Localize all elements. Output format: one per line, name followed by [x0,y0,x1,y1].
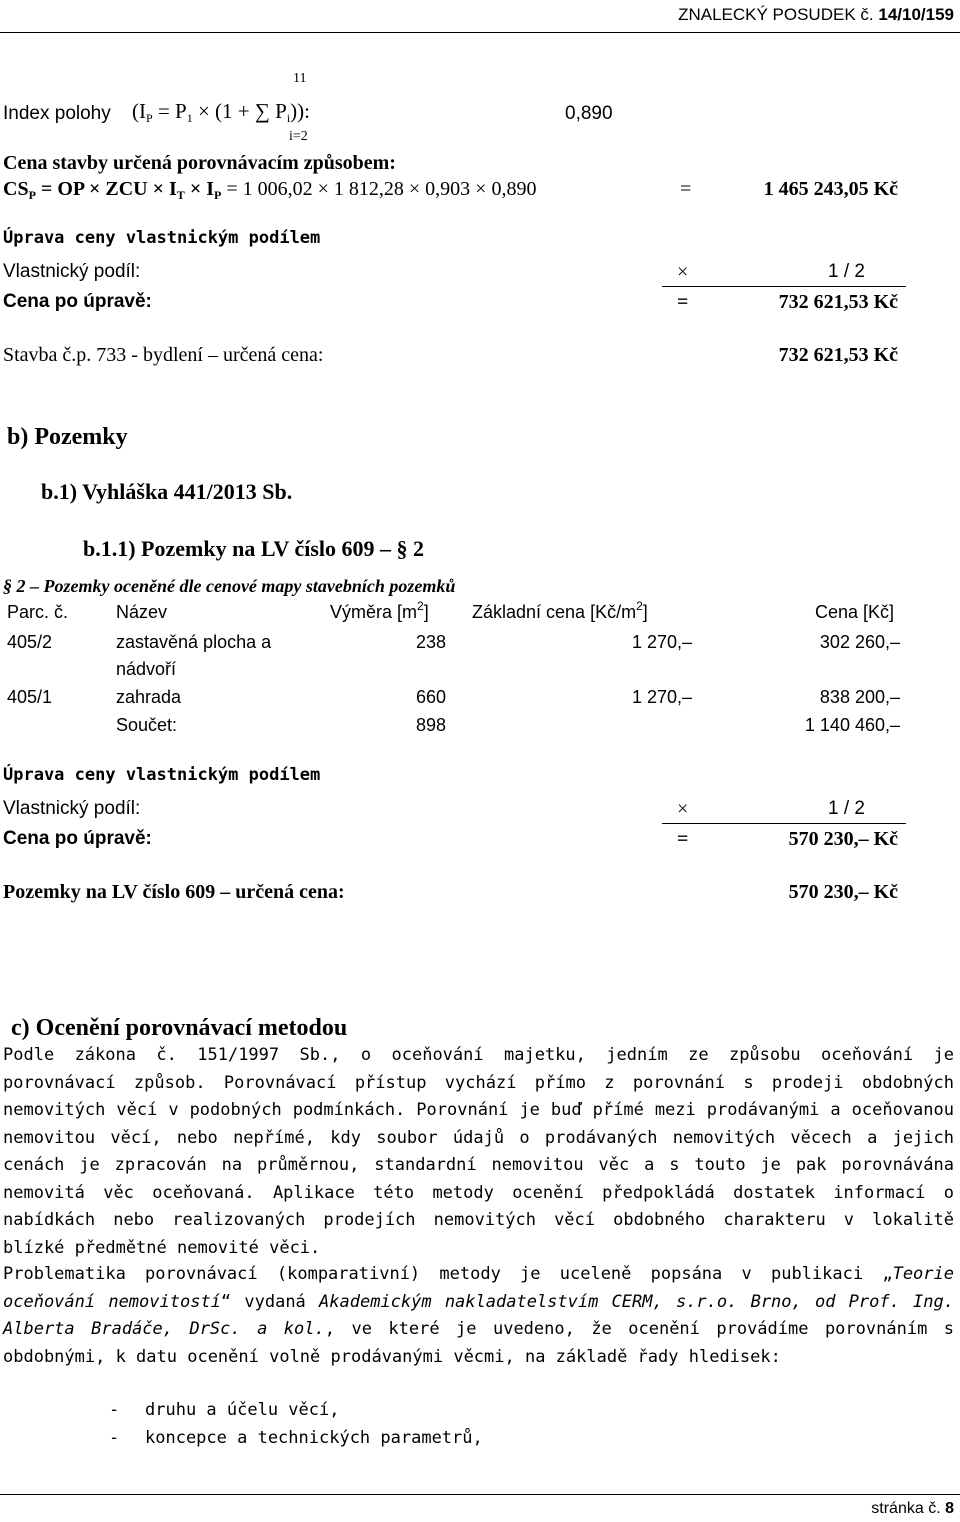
th-cena: Cena [Kč] [814,602,894,622]
list-item-1-dash: - [109,1400,120,1420]
table-row-1-vymera: 238 [416,632,447,652]
cena-stavby-formula: $CS_P$ = OP × ZCU × $I_T \times I_P = 1$ 006,02 × 1 812,28 × 0,903 × 0,890 [3,178,537,202]
cena-stavby-heading: Cena stavby určená porovnávacím způsobem: [3,152,396,174]
header-doc-number: 14/10/159 [878,5,954,24]
footer-label: stránka č. [871,1500,941,1517]
sum-upper-limit: 11 [293,71,307,86]
th-nazev: Název [116,602,168,622]
table-total-vymera: 898 [416,715,447,735]
uprava1-cena-op: = [677,291,689,313]
uprava1-cena-label: Cena po úpravě: [3,291,152,312]
uprava2-podil-value: 1 / 2 [828,798,865,819]
index-polohy-formula: (IP = P1 × (1 + ∑ Pi)): [132,99,310,125]
uprava1-podil-op: × [677,261,689,283]
list-item-2: koncepce a technických parametrů, [145,1428,483,1448]
table-row-1-nazev-cont: nádvoří [116,659,177,679]
section-c-paragraph-1: Podle zákona č. 151/1997 Sb., o oceňování majetku, jedním ze způsobu oceňování je porovnávací způsob. Porovnávací přístup vychází přímo z porovnání s prodeji obdobných nemovitých věcí v podobných podmínkách. Porovnání je buď přímé mezi prodávanými a oceňovanou nemovitou věcí, nebo nepřímé, kdy soubor údajů o prodávaných nemovitých věcech a jejich cenách je zpracován na průměrnou, standardní nemovitou věc a s touto je pak porovnávána nemovitá věc oceňovaná. Aplikace této metody ocenění předpokládá dostatek informací o nabídkách nebo realizovaných prodejích nemovitých věcí obdobného charakteru v lokalitě blízké předmětné nemovité věci. [3,1045,954,1258]
uprava2-podil-label: Vlastnický podíl: [3,798,141,819]
uprava2-cena-op: = [677,828,689,850]
cena-stavby-equals: = [680,178,692,200]
header-rule [0,32,960,33]
uprava2-heading: Úprava ceny vlastnickým podílem [3,765,321,785]
footer-rule [0,1494,960,1495]
uprava2-rule [662,823,906,824]
table-row-1-zakladni: 1 270,– [631,632,692,652]
pozemky-subheading-2: b.1.1) Pozemky na LV číslo 609 – § 2 [83,536,425,561]
th-zakladni: Základní cena $[Kč/m^2]$ [472,599,648,622]
th-vymera: Výměra $[m^2]$ [330,599,429,622]
uprava2-podil-op: × [677,798,689,820]
table-row-1-parc: 405/2 [7,632,53,652]
index-polohy-value: 0,890 [565,103,613,124]
page-number: 8 [945,1500,954,1517]
stavba-label: Stavba č.p. 733 - bydlení – určená cena: [3,344,324,366]
cena-stavby-result: 1 465 243,05 Kč [763,178,898,200]
section-c-paragraph-2: Problematika porovnávací (komparativní) metody je uceleně popsána v publikaci „Teorie oceňování nemovitostí“ vydaná Akademickým nakladatelstvím CERM, s.r.o. Brno, od Prof. Ing. Alberta Bradáče, DrSc. a kol., ve které je uvedeno, že ocenění provádíme porovnáním s obdobnými, k datu ocenění volně prodávanými věcmi, na základě řady hledisek: [3,1264,955,1367]
document-header [678,6,954,23]
uprava1-podil-label: Vlastnický podíl: [3,261,141,282]
table-total-label: Součet: [116,715,178,735]
stavba-value: 732 621,53 Kč [778,344,898,366]
pozemky-result-value: 570 230,– Kč [788,881,898,903]
pozemky-subheading-3: § 2 – Pozemky oceněné dle cenové mapy stavebních pozemků [3,576,456,596]
table-row-1-cena: 302 260,– [819,632,900,652]
table-row-2-vymera: 660 [416,687,447,707]
header-doc-label: ZNALECKÝ POSUDEK č. [678,5,874,24]
th-parc: Parc. č. [7,602,69,622]
pozemky-subheading-1: b.1) Vyhláška 441/2013 Sb. [41,479,293,504]
pozemky-heading: b) Pozemky [7,424,128,450]
table-row-2-cena: 838 200,– [819,687,900,707]
table-total-cena: 1 140 460,– [804,715,900,735]
pozemky-result-label: Pozemky na LV číslo 609 – určená cena: [3,881,345,903]
uprava1-podil-value: 1 / 2 [828,261,865,282]
index-polohy-label: Index polohy [3,103,111,124]
uprava2-cena-value: 570 230,– Kč [788,828,898,850]
table-row-2-parc: 405/1 [7,687,53,707]
sum-lower-limit: i=2 [289,129,308,144]
section-c-heading: c) Ocenění porovnávací metodou [11,1015,348,1041]
uprava2-cena-label: Cena po úpravě: [3,828,152,849]
list-item-2-dash: - [109,1428,120,1448]
table-row-1-nazev: zastavěná plocha a [116,632,272,652]
uprava1-heading: Úprava ceny vlastnickým podílem [3,228,321,248]
table-row-2-zakladni: 1 270,– [631,687,692,707]
list-item-1: druhu a účelu věcí, [145,1400,340,1420]
uprava1-rule [662,286,906,287]
uprava1-cena-value: 732 621,53 Kč [778,291,898,313]
page-footer [871,1501,954,1517]
table-row-2-nazev: zahrada [116,687,182,707]
